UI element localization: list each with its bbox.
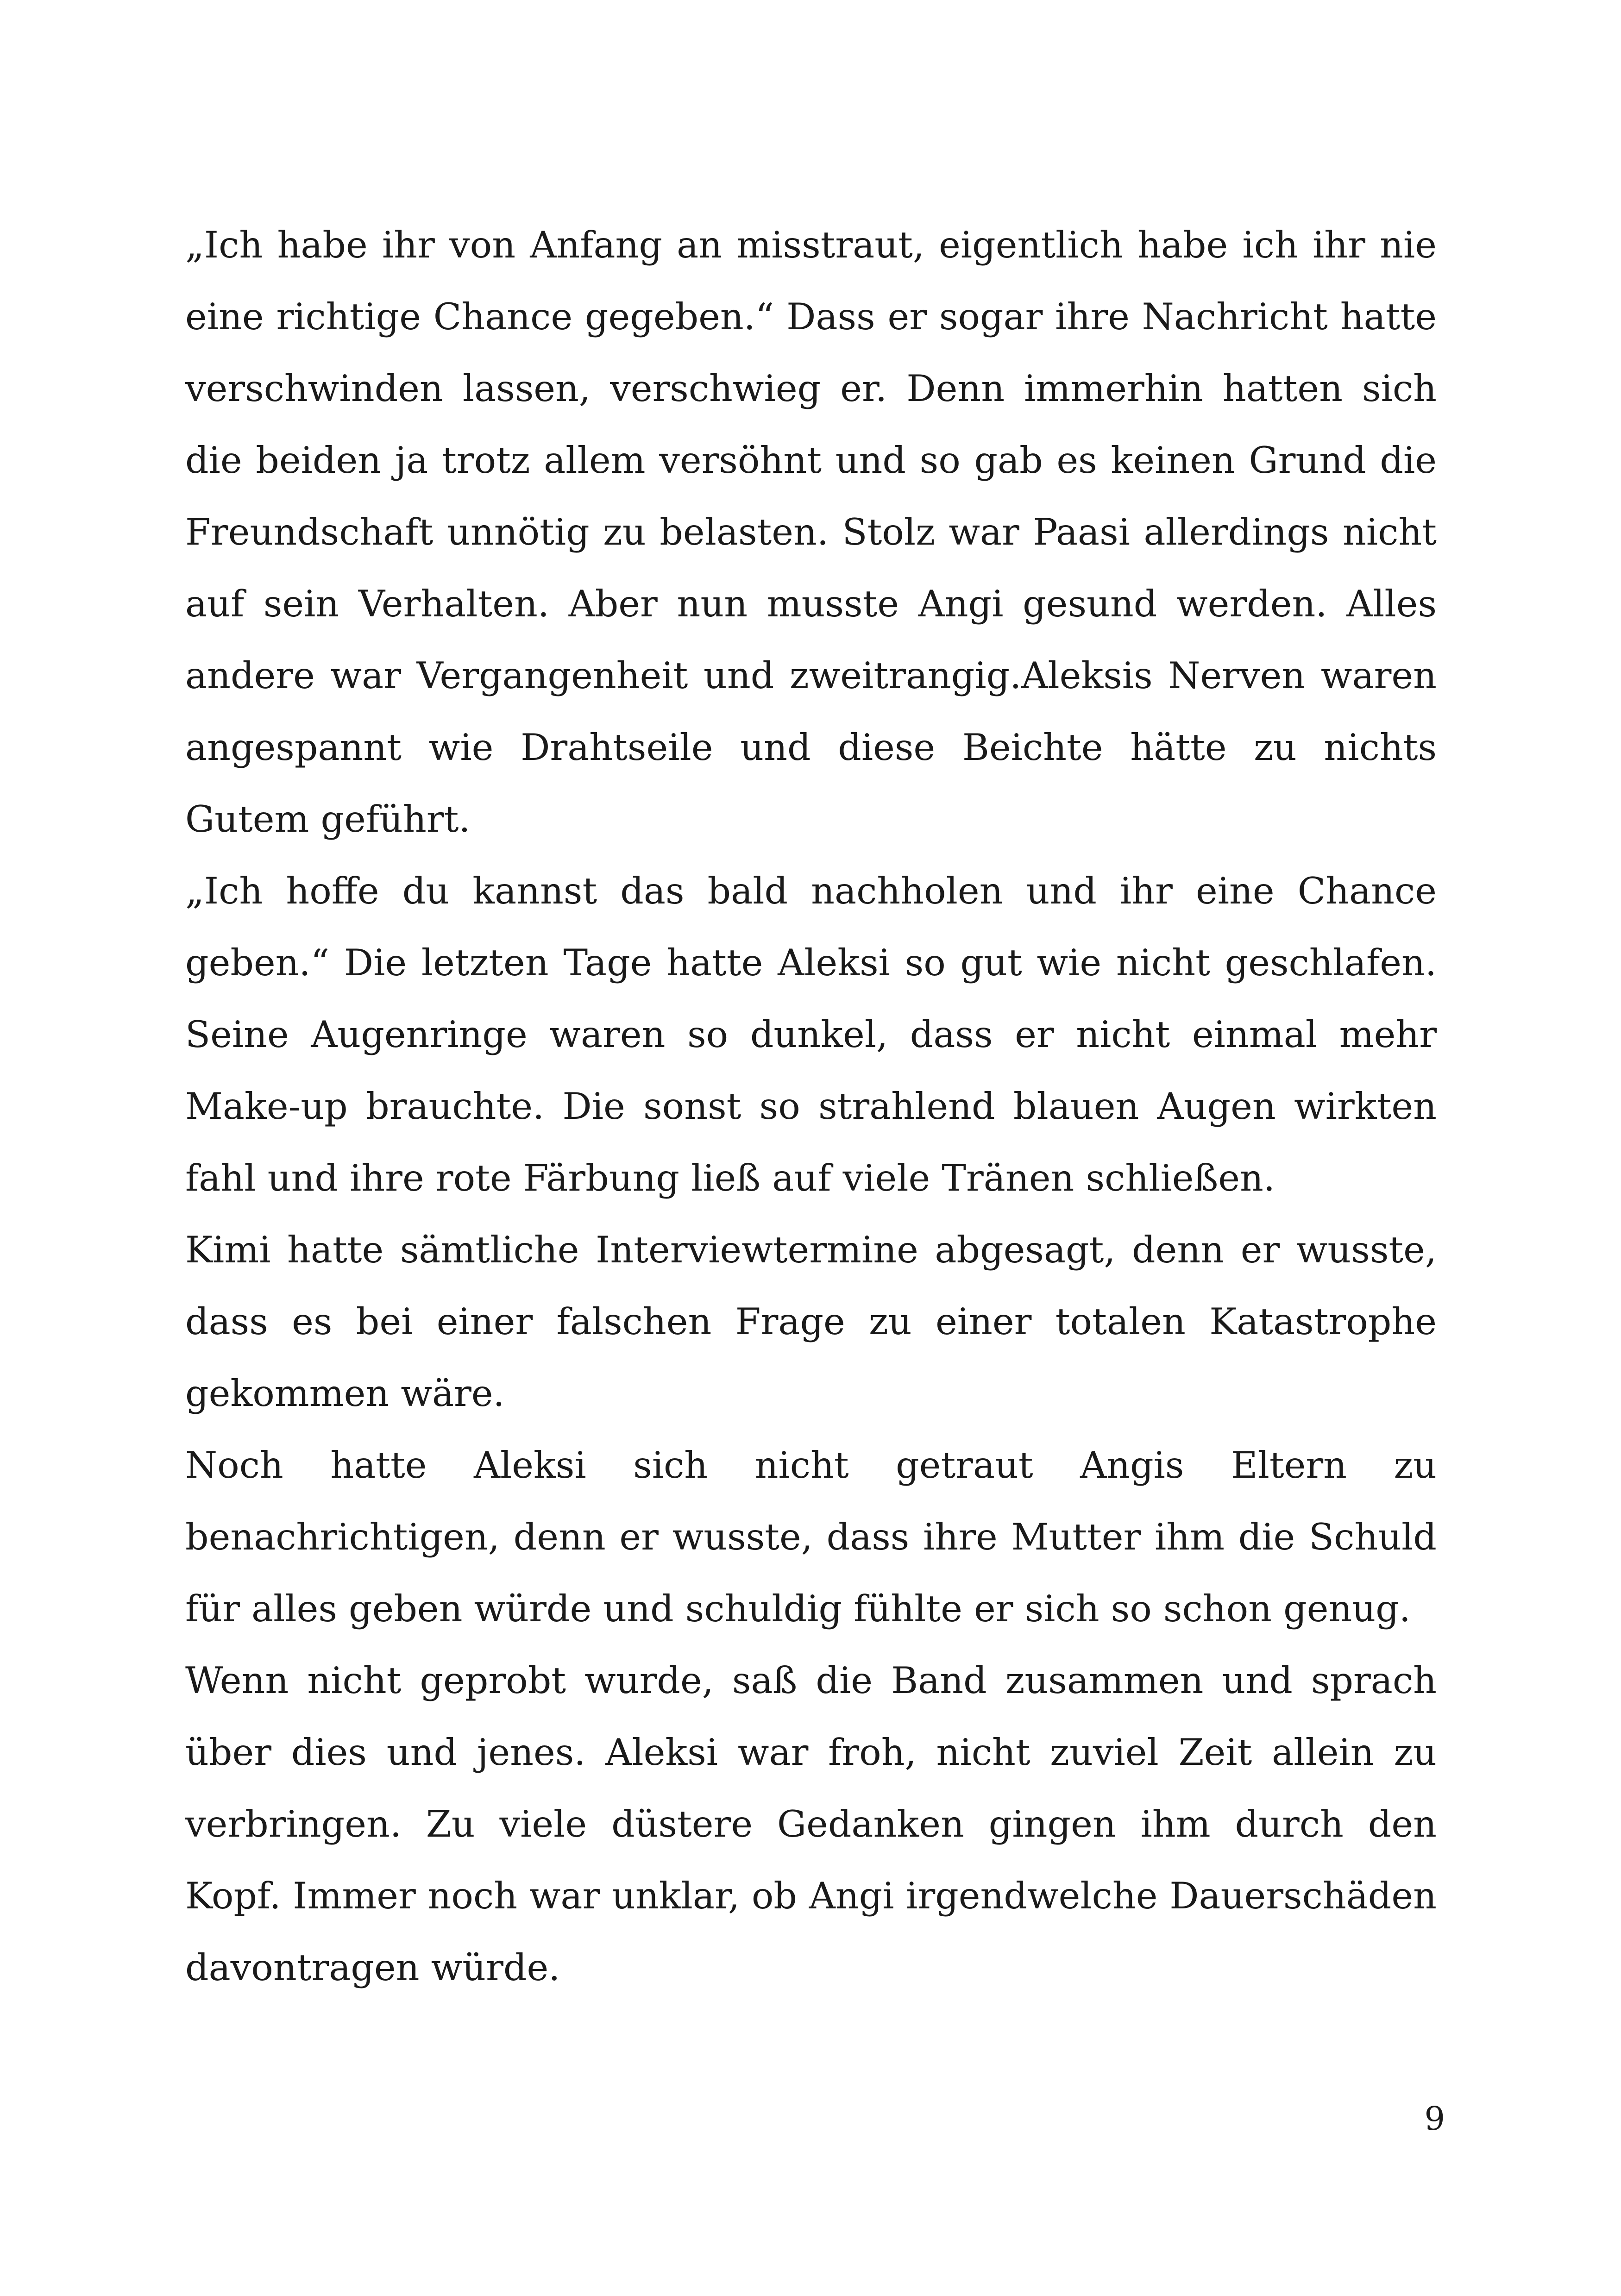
paragraph-3: Kimi hatte sämtliche Interviewtermine abgesagt, denn er wusste, dass es bei einer falschen Frage zu einer totalen Katastrophe gekommen wäre.	[185, 1229, 1437, 1415]
paragraph-5: Wenn nicht geprobt wurde, saß die Band zusammen und sprach über dies und jenes. Aleksi war froh, nicht zuviel Zeit allein zu verbringen. Zu viele düstere Gedanken gingen ihm durch den Kopf. Immer noch war unklar, ob Angi irgendwelche Dauerschäden davontragen würde.	[185, 1659, 1437, 1989]
body-text	[185, 209, 1437, 2004]
paragraph-1: „Ich habe ihr von Anfang an misstraut, eigentlich habe ich ihr nie eine richtige Chance gegeben.“ Dass er sogar ihre Nachricht hatte verschwinden lassen, verschwieg er. Denn immerhin hatten sich die beiden ja trotz allem versöhnt und so gab es keinen Grund die Freundschaft unnötig zu belasten. Stolz war Paasi allerdings nicht auf sein Verhalten. Aber nun musste Angi gesund werden. Alles andere war Vergangenheit und zweitrangig.Aleksis Nerven waren angespannt wie Drahtseile und diese Beichte hätte zu nichts Gutem geführt.	[185, 224, 1437, 841]
paragraph-2: „Ich hoffe du kannst das bald nachholen und ihr eine Chance geben.“ Die letzten Tage hatte Aleksi so gut wie nicht geschlafen. Seine Augenringe waren so dunkel, dass er nicht einmal mehr Make-up brauchte. Die sonst so strahlend blauen Augen wirkten fahl und ihre rote Färbung ließ auf viele Tränen schließen.	[185, 870, 1437, 1199]
page-number: 9	[1424, 2100, 1445, 2138]
paragraph-4: Noch hatte Aleksi sich nicht getraut Angis Eltern zu benachrichtigen, denn er wusste, dass ihre Mutter ihm die Schuld für alles geben würde und schuldig fühlte er sich so schon genug.	[185, 1444, 1437, 1630]
